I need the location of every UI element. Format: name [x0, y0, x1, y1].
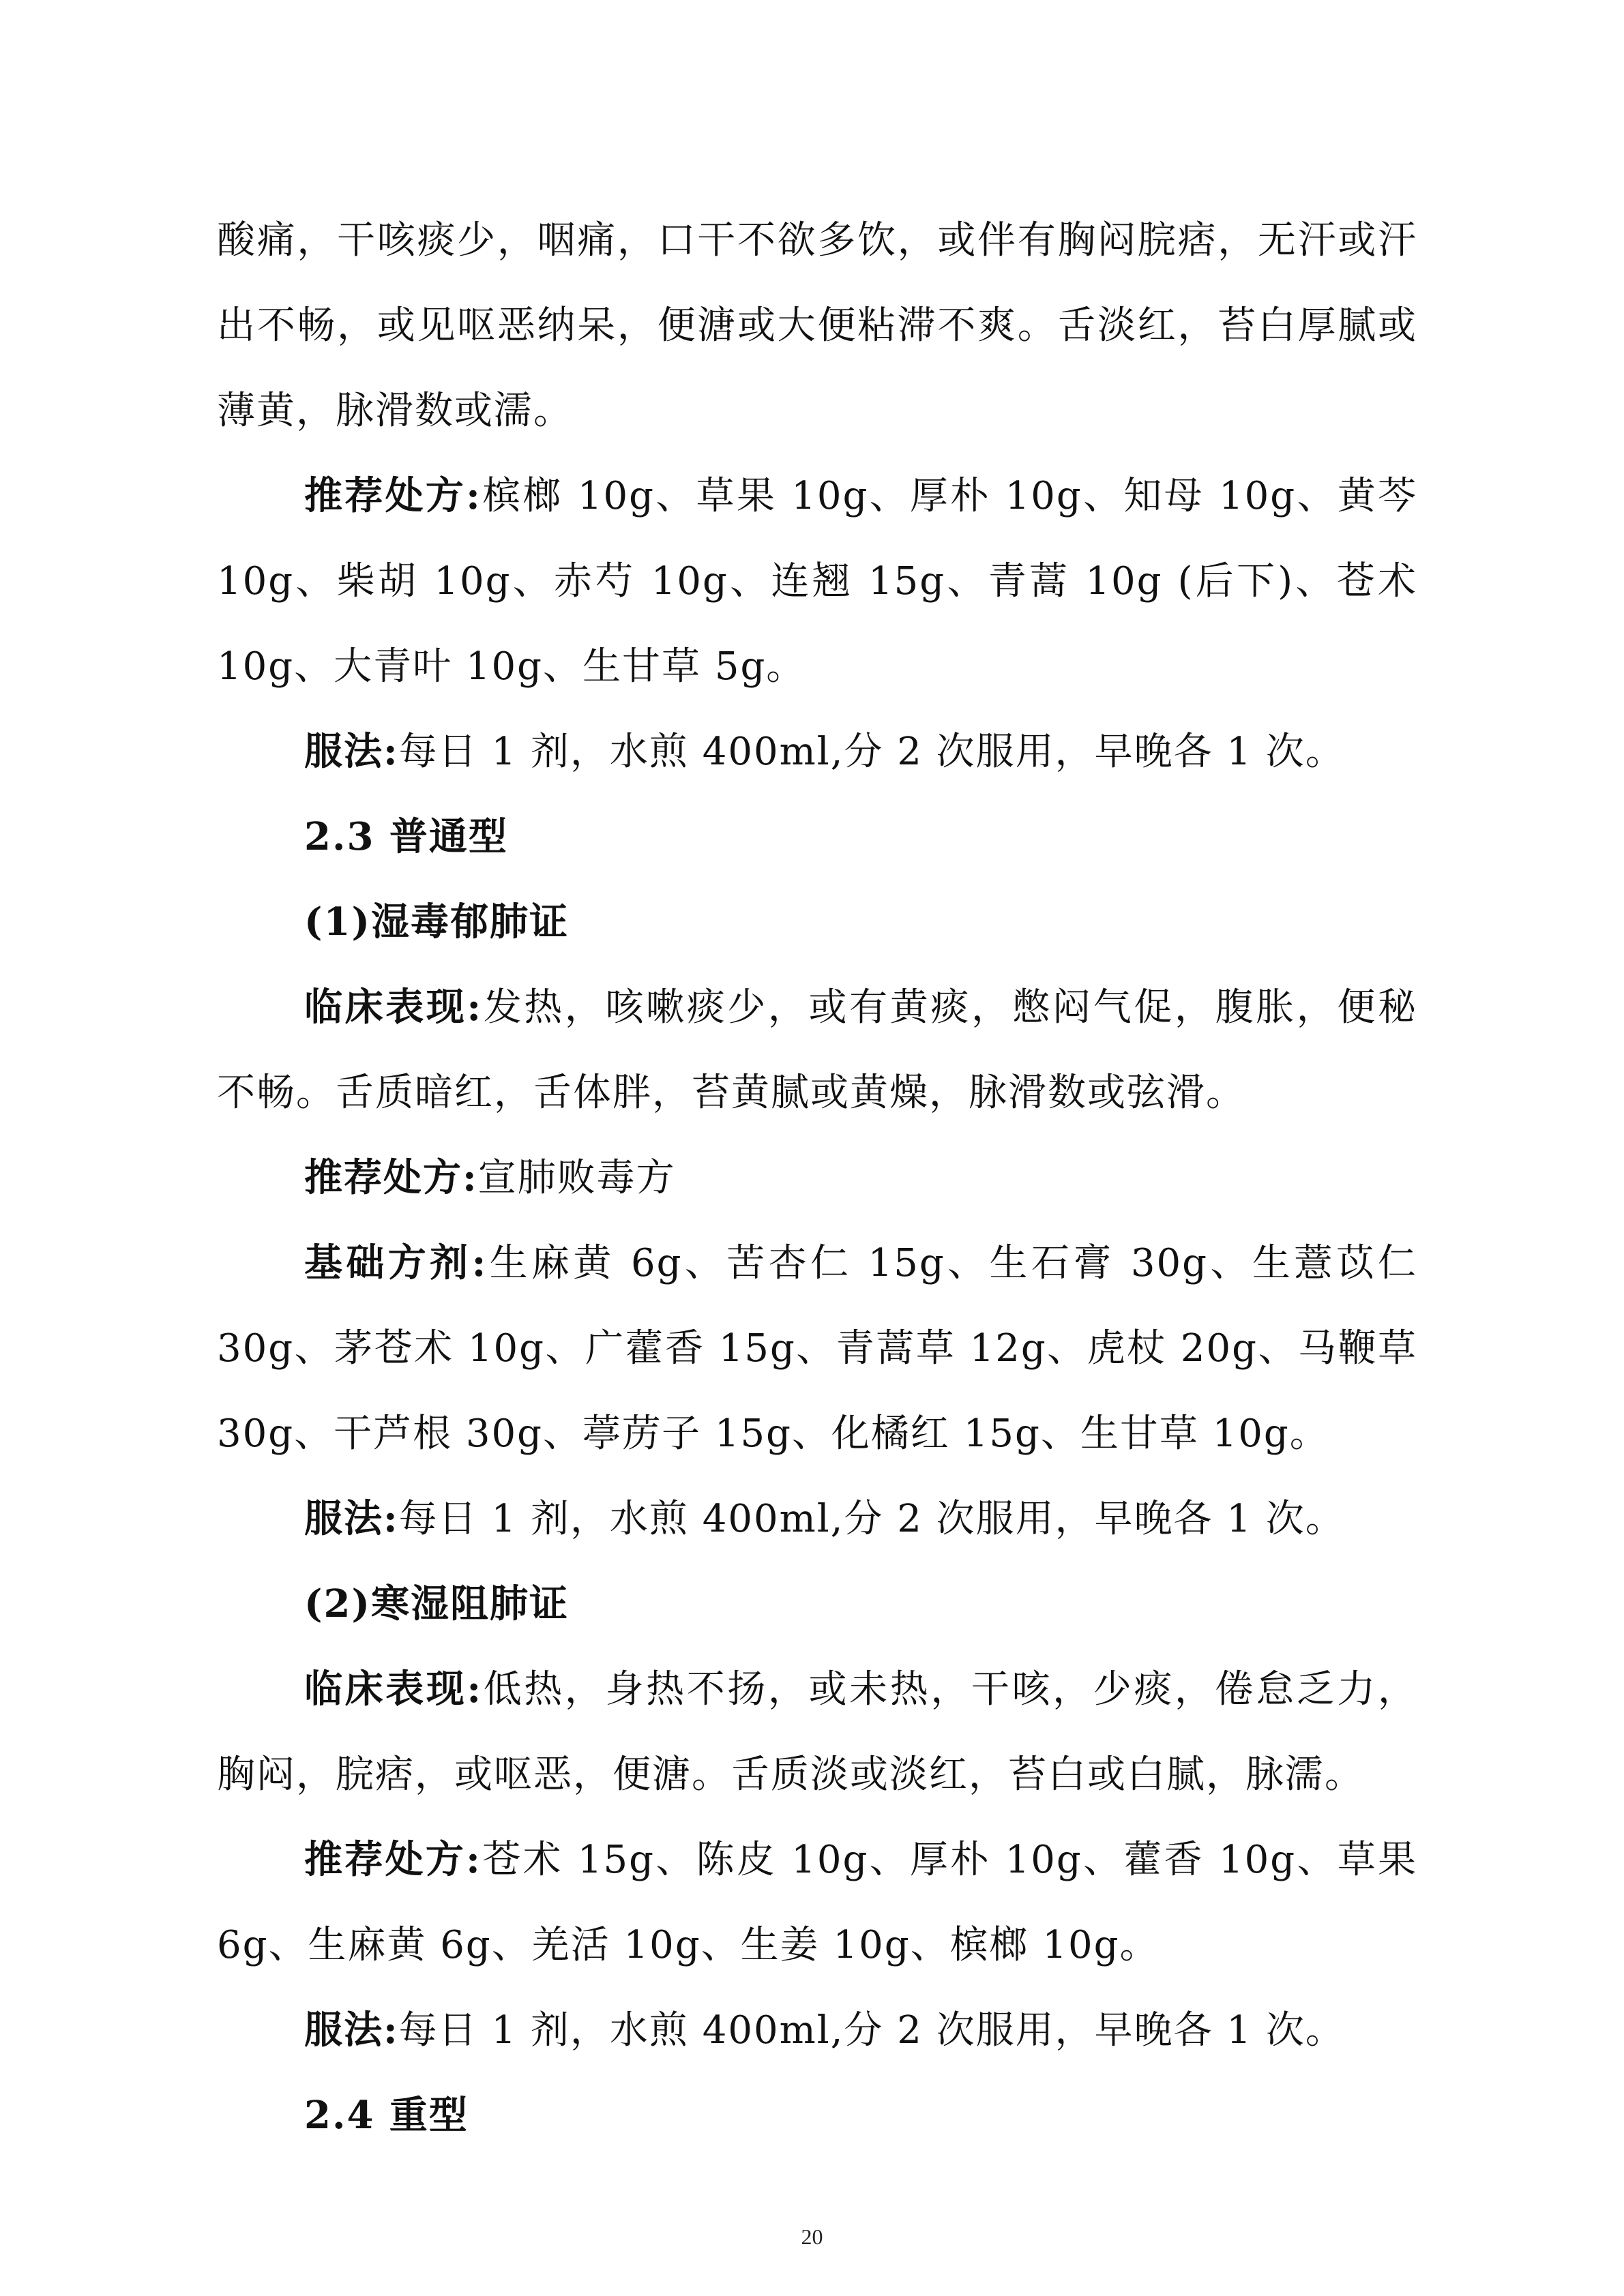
- prescription-label: 推荐处方:: [304, 1837, 482, 1882]
- prescription-paragraph: [217, 1817, 1417, 1988]
- formula-label: 基础方剂:: [304, 1240, 488, 1285]
- prescription-label: 推荐处方:: [304, 1155, 478, 1200]
- usage-text: 每日 1 剂，水煎 400ml,分 2 次服用，早晚各 1 次。: [398, 2008, 1345, 2053]
- prescription-paragraph: [217, 1135, 1417, 1221]
- usage-label: 服法:: [304, 2008, 399, 2053]
- clinical-label: 临床表现:: [304, 1667, 483, 1712]
- formula-paragraph: [217, 1221, 1417, 1476]
- clinical-paragraph: [217, 1647, 1417, 1817]
- usage-text: 每日 1 剂，水煎 400ml,分 2 次服用，早晚各 1 次。: [398, 1497, 1345, 1541]
- prescription-text: 宣肺败毒方: [477, 1156, 676, 1200]
- prescription-label: 推荐处方:: [304, 473, 482, 518]
- formula-text: 生麻黄 6g、苦杏仁 15g、生石膏 30g、生薏苡仁 30g、茅苍术 10g、广藿香 15g、青蒿草 12g、虎杖 20g、马鞭草 30g、干芦根 30g、葶苈子 15g、化橘红 15g、生甘草 10g。: [217, 1241, 1417, 1456]
- prescription-paragraph: [217, 453, 1417, 709]
- page-body: [217, 198, 1417, 2158]
- usage-label: 服法:: [304, 729, 399, 774]
- clinical-paragraph: [217, 965, 1417, 1135]
- usage-text: 每日 1 剂，水煎 400ml,分 2 次服用，早晚各 1 次。: [398, 730, 1345, 774]
- usage-label: 服法:: [304, 1496, 399, 1541]
- usage-paragraph: [217, 1476, 1417, 1562]
- subsection-heading-1: (1)湿毒郁肺证: [304, 899, 569, 944]
- clinical-text: 低热，身热不扬，或未热，干咳，少痰，倦怠乏力，胸闷，脘痞，或呕恶，便溏。舌质淡或淡红，苔白或白腻，脉濡。: [217, 1667, 1418, 1797]
- usage-paragraph: [217, 709, 1417, 794]
- subsection-heading-2: (2)寒湿阻肺证: [304, 1581, 569, 1626]
- prescription-text: 苍术 15g、陈皮 10g、厚朴 10g、藿香 10g、草果 6g、生麻黄 6g、羌活 10g、生姜 10g、槟榔 10g。: [217, 1838, 1418, 1967]
- clinical-label: 临床表现:: [304, 985, 483, 1030]
- clinical-text: 发热，咳嗽痰少，或有黄痰，憋闷气促，腹胀，便秘不畅。舌质暗红，舌体胖，苔黄腻或黄燥，脉滑数或弦滑。: [217, 985, 1418, 1115]
- symptom-paragraph: 酸痛，干咳痰少，咽痛，口干不欲多饮，或伴有胸闷脘痞，无汗或汗出不畅，或见呕恶纳呆，便溏或大便粘滞不爽。舌淡红，苔白厚腻或薄黄，脉滑数或濡。: [217, 218, 1417, 433]
- usage-paragraph: [217, 1988, 1417, 2073]
- page-number: 20: [801, 2224, 823, 2249]
- section-heading-2-3: 2.3 普通型: [304, 814, 508, 859]
- section-heading-2-4: 2.4 重型: [304, 2093, 469, 2138]
- prescription-text: 槟榔 10g、草果 10g、厚朴 10g、知母 10g、黄芩 10g、柴胡 10g、赤芍 10g、连翘 15g、青蒿 10g (后下)、苍术 10g、大青叶 10g、生甘草 5g。: [217, 474, 1418, 689]
